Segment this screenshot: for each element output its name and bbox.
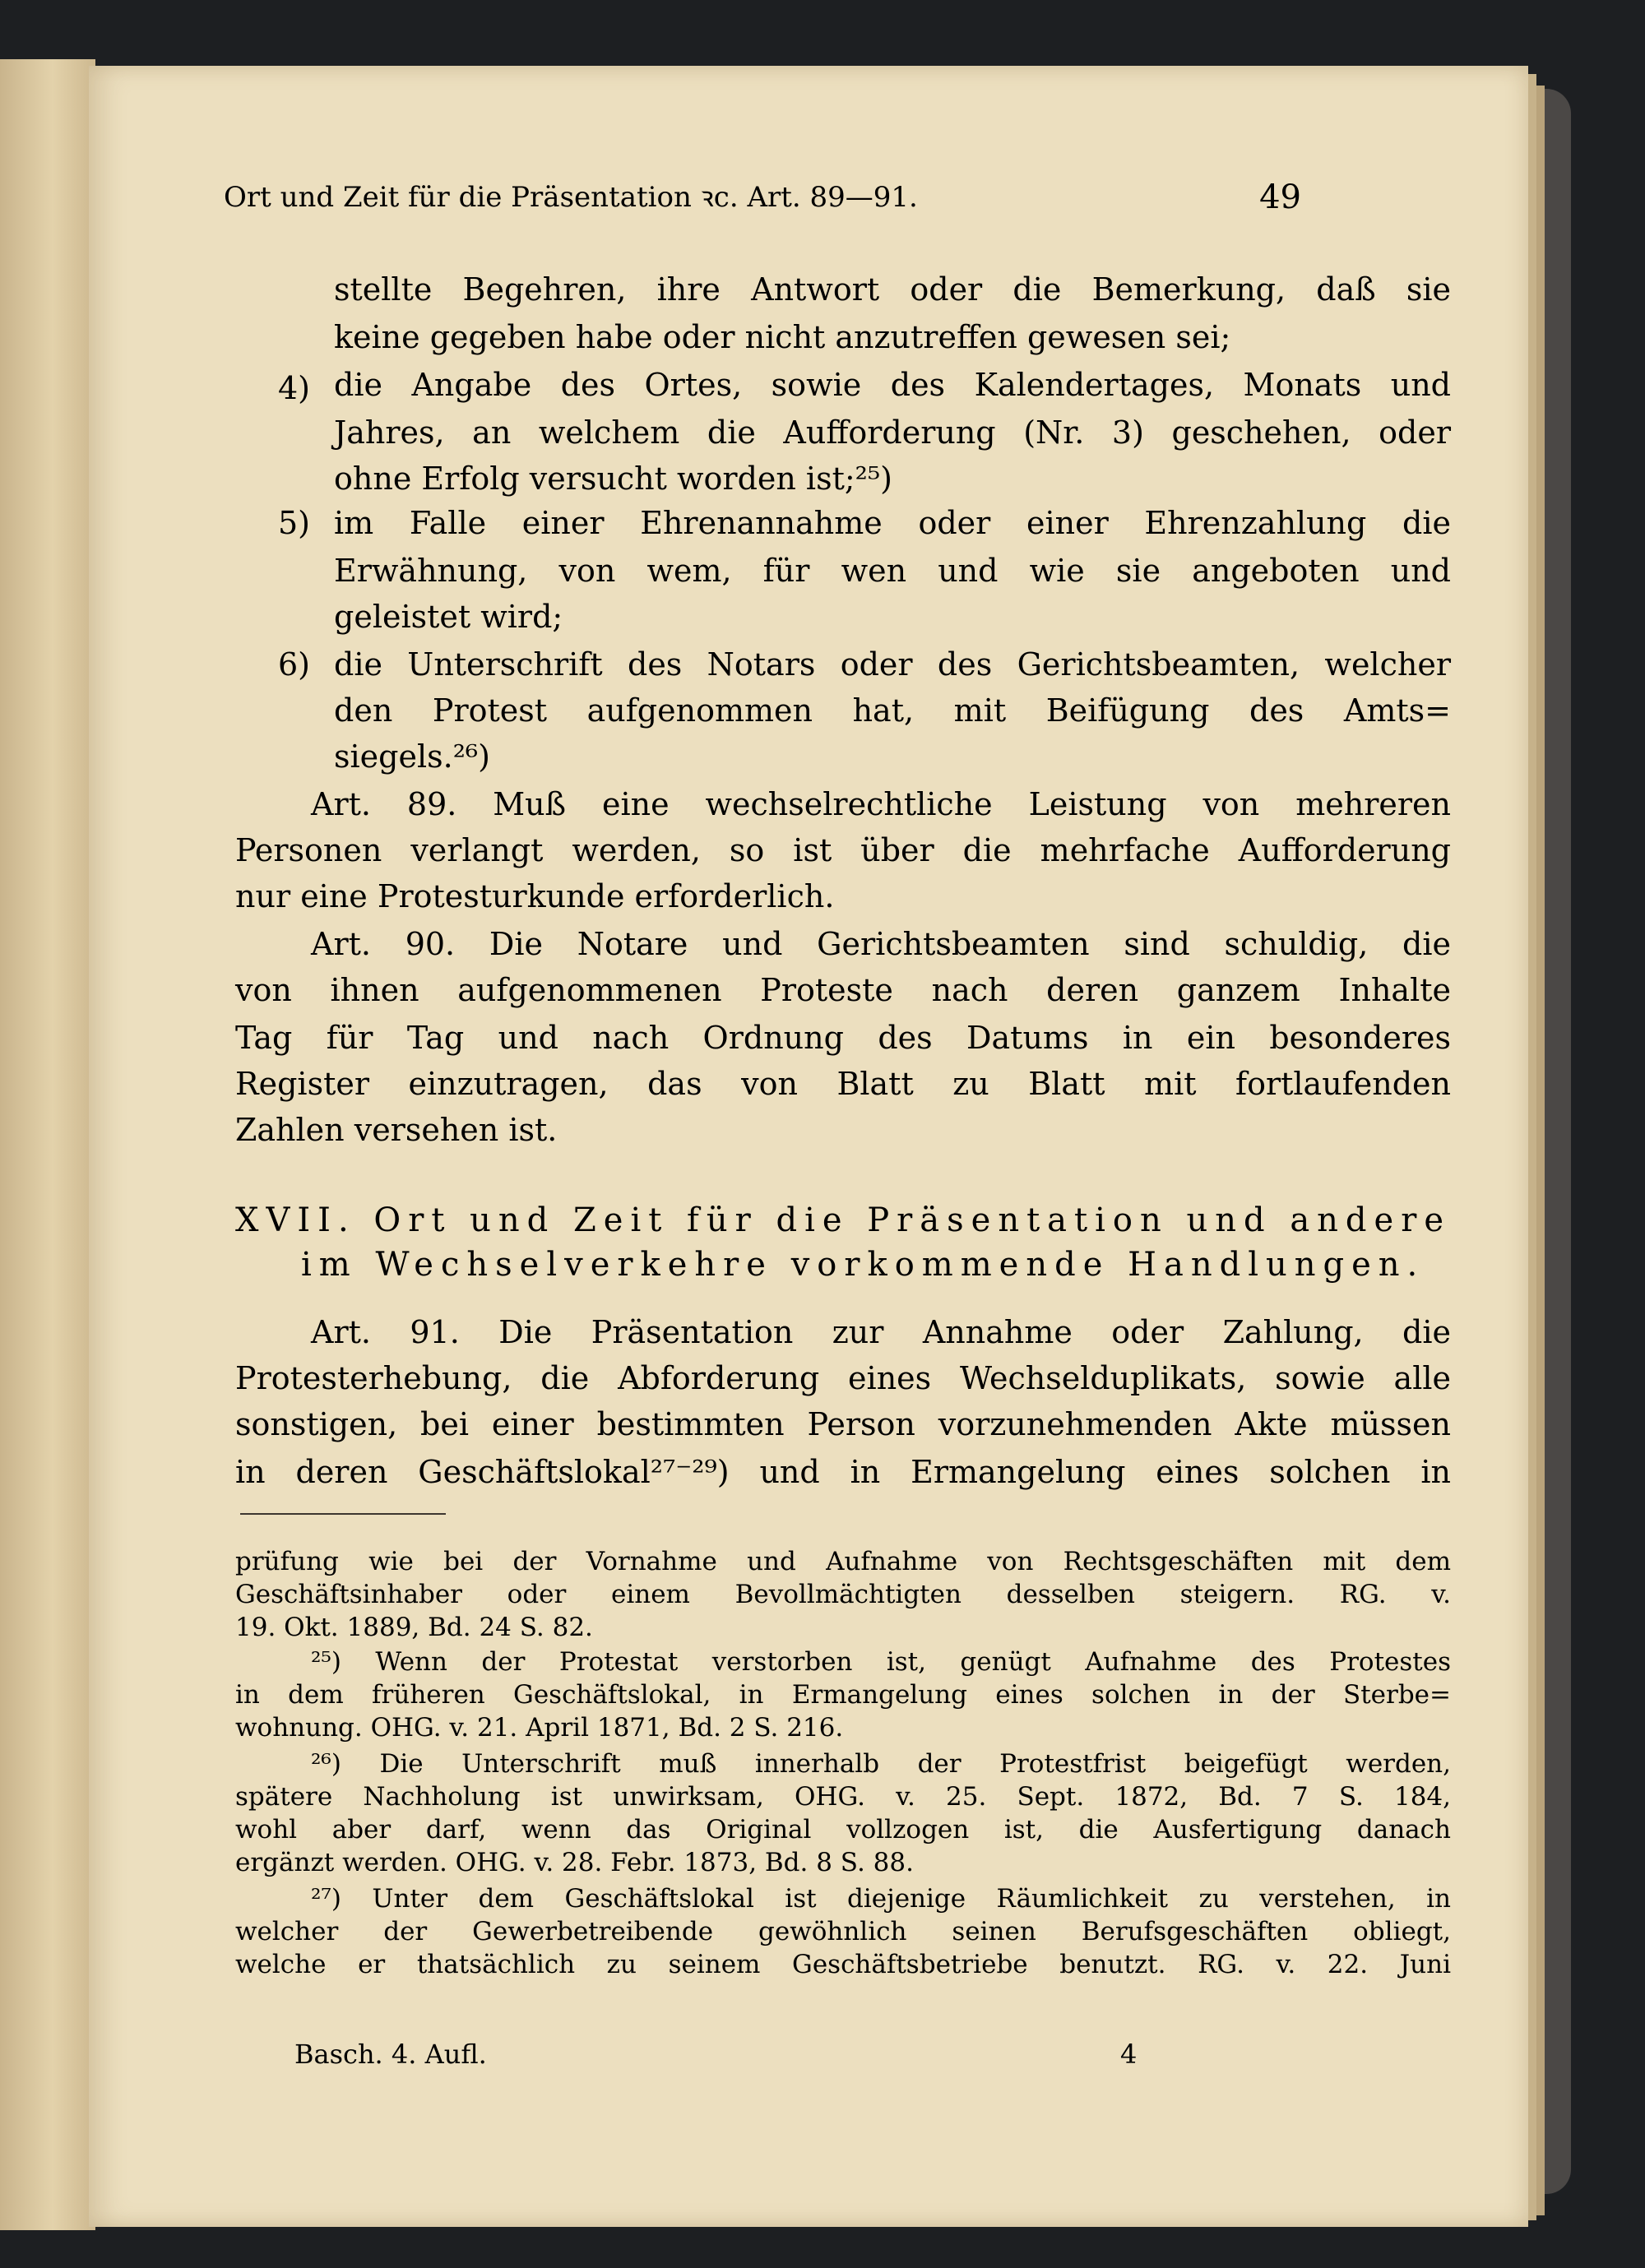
text-line: Art. 90. Die Notare und Gerichtsbeamten sind schuldig, die — [311, 926, 1451, 962]
facing-page-edge — [0, 59, 95, 2230]
footnote-line: ergänzt werden. OHG. v. 28. Febr. 1873, Bd. 8 S. 88. — [235, 1848, 914, 1877]
list-item-label: 4) — [278, 370, 311, 406]
footnote-line: 19. Okt. 1889, Bd. 24 S. 82. — [235, 1613, 593, 1642]
footnote-line: ²⁵) Wenn der Protestat verstorben ist, genügt Aufnahme des Protestes — [311, 1647, 1451, 1677]
list-item-label: 6) — [278, 646, 311, 683]
footnote-line: Geschäftsinhaber oder einem Bevollmächtigten desselben steigern. RG. v. — [235, 1580, 1451, 1609]
footnote-line: wohl aber darf, wenn das Original vollzogen ist, die Ausfertigung danach — [235, 1815, 1451, 1844]
book-cover-edge — [1545, 89, 1571, 2194]
footnote-line: ²⁷) Unter dem Geschäftslokal ist diejenige Räumlichkeit zu verstehen, in — [311, 1884, 1451, 1914]
text-line: den Protest aufgenommen hat, mit Beifügung des Amts= — [334, 692, 1451, 729]
text-line: Erwähnung, von wem, für wen und wie sie angeboten und — [334, 553, 1451, 589]
running-title: Ort und Zeit für die Präsentation ꝛc. Art. 89—91. — [224, 181, 918, 214]
text-line: Art. 89. Muß eine wechselrechtliche Leistung von mehreren — [311, 786, 1451, 822]
text-line: Protesterhebung, die Abforderung eines Wechselduplikats, sowie alle — [235, 1360, 1451, 1396]
text-line: Personen verlangt werden, so ist über die mehrfache Aufforderung — [235, 832, 1451, 868]
text-line: stellte Begehren, ihre Antwort oder die Bemerkung, daß sie — [334, 271, 1451, 308]
text-line: Register einzutragen, das von Blatt zu Blatt mit fortlaufenden — [235, 1066, 1451, 1102]
footnote-line: welche er thatsächlich zu seinem Geschäftsbetriebe benutzt. RG. v. 22. Juni — [235, 1950, 1451, 1979]
page-number: 49 — [1259, 178, 1301, 216]
page-stack-edge — [1528, 74, 1536, 2220]
list-item-label: 5) — [278, 505, 311, 541]
footnote-line: spätere Nachholung ist unwirksam, OHG. v. 25. Sept. 1872, Bd. 7 S. 184, — [235, 1782, 1451, 1812]
printer-signature: Basch. 4. Aufl. — [294, 2039, 487, 2070]
footnote-line: welcher der Gewerbetreibende gewöhnlich seinen Berufsgeschäften obliegt, — [235, 1917, 1451, 1946]
text-line: Art. 91. Die Präsentation zur Annahme oder Zahlung, die — [311, 1314, 1451, 1350]
text-line: die Angabe des Ortes, sowie des Kalendertages, Monats und — [334, 367, 1451, 403]
text-line: Zahlen versehen ist. — [235, 1112, 558, 1148]
footnote-line: ²⁶) Die Unterschrift muß innerhalb der Protestfrist beigefügt werden, — [311, 1749, 1451, 1779]
section-heading: im Wechselverkehre vorkommende Handlungen. — [301, 1246, 1425, 1284]
text-line: siegels.²⁶) — [334, 738, 490, 775]
text-line: von ihnen aufgenommenen Proteste nach deren ganzem Inhalte — [235, 972, 1451, 1008]
text-line: Tag für Tag und nach Ordnung des Datums in ein besonderes — [235, 1020, 1451, 1056]
footnote-line: prüfung wie bei der Vornahme und Aufnahme von Rechtsgeschäften mit dem — [235, 1547, 1451, 1576]
text-line: in deren Geschäftslokal²⁷⁻²⁹) und in Ermangelung eines solchen in — [235, 1454, 1451, 1490]
section-heading: XVII. Ort und Zeit für die Präsentation und andere — [235, 1201, 1451, 1239]
text-line: die Unterschrift des Notars oder des Gerichtsbeamten, welcher — [334, 646, 1451, 683]
footnote-line: wohnung. OHG. v. 21. April 1871, Bd. 2 S. 216. — [235, 1713, 844, 1743]
footnote-separator — [240, 1513, 446, 1515]
footnote-line: in dem früheren Geschäftslokal, in Ermangelung eines solchen in der Sterbe= — [235, 1680, 1451, 1710]
text-line: sonstigen, bei einer bestimmten Person vorzunehmenden Akte müssen — [235, 1406, 1451, 1442]
text-line: ohne Erfolg versucht worden ist;²⁵) — [334, 461, 892, 497]
text-line: nur eine Protesturkunde erforderlich. — [235, 878, 835, 914]
sheet-number: 4 — [1120, 2039, 1138, 2070]
page-stack-edge — [1536, 86, 1545, 2215]
text-line: keine gegeben habe oder nicht anzutreffen gewesen sei; — [334, 319, 1231, 355]
text-line: geleistet wird; — [334, 599, 563, 635]
text-line: im Falle einer Ehrenannahme oder einer Ehrenzahlung die — [334, 505, 1451, 541]
text-line: Jahres, an welchem die Aufforderung (Nr. 3) geschehen, oder — [334, 414, 1451, 451]
